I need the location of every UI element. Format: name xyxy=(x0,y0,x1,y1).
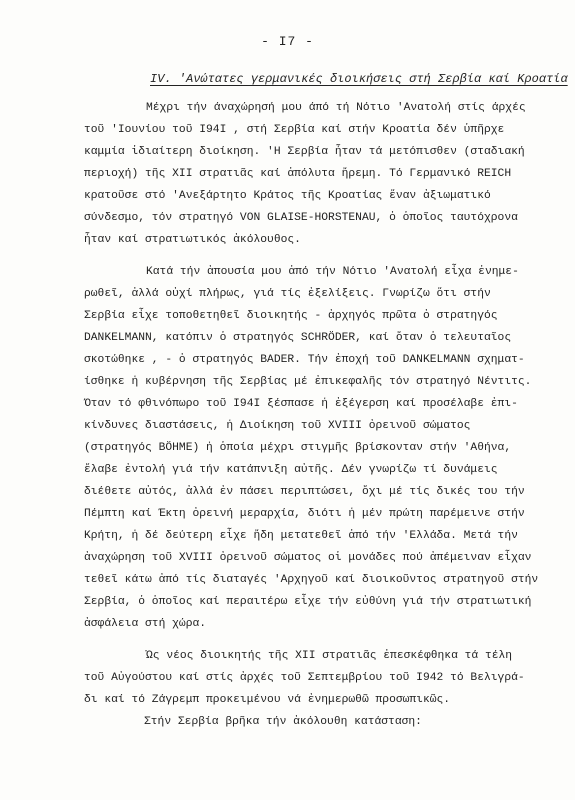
section-heading: IV. 'Ανώτατες γερμανικές διοικήσεις στή Σερβία καί Κροατία xyxy=(150,72,568,86)
text-line: ρωθεῖ, ἀλλά οὐχί πλήρως, γιά τίς ἐξελίξεις. Γνωρίζω ὅτι στήν xyxy=(84,288,491,300)
text-line: διέθετε αὐτός, ἀλλά ἐν πάσει περιπτώσει, ὄχι μέ τίς δικές του τήν xyxy=(84,486,525,498)
text-line: ἀναχώρηση τοῦ XVIII ὀρεινοῦ σώματος οἱ μονάδες πού ἀπέμειναν εἶχαν xyxy=(84,552,532,564)
text-line: σκοτώθηκε , - ὁ στρατηγός BADER. Τήν ἐποχή τοῦ DANKELMANN σχηματ- xyxy=(84,354,525,366)
text-line: Στήν Σερβία βρῆκα τήν ἀκόλουθη κατάσταση: xyxy=(144,716,422,728)
text-line: Μέχρι τήν άναχώρησή μου άπό τή Νότιο 'Ανατολή στίς άρχές xyxy=(146,102,526,114)
text-line: τοῦ Αὐγούστου καί στίς ἀρχές τοῦ Σεπτεμβρίου τοῦ I942 τό Βελιγρά- xyxy=(84,672,525,684)
text-line: τοῦ 'Ιουνίου τοῦ I94I , στή Σερβία καί στήν Κροατία δέν ὑπῆρχε xyxy=(84,124,505,136)
text-line: Ὡς νέος διοικητής τῆς XII στρατιᾶς ἐπεσκέφθηκα τά τέλη xyxy=(146,650,513,662)
text-line: ἀσφάλεια στή χώρα. xyxy=(84,618,207,630)
text-line: Κρήτη, ἡ δέ δεύτερη εἶχε ἤδη μετατεθεῖ ἀπό τήν 'Ελλάδα. Μετά τήν xyxy=(84,530,518,542)
text-line: Όταν τό φθινόπωρο τοῦ I94I ξέσπασε ἡ ἐξέγερση καί προσέλαβε ἐπι- xyxy=(84,398,518,410)
text-line: δι καί τό Ζάγρεμπ προκειμένου νά ἐνημερωθῶ προσωπικῶς. xyxy=(84,694,451,706)
text-line: Πέμπτη καί Έκτη ὀρεινή μεραρχία, διότι ἡ μέν πρώτη παρέμεινε στήν xyxy=(84,508,525,520)
text-line: κρατοῦσε στό 'Ανεξάρτητο Κράτος τῆς Κροατίας ἕναν ἀξιωματικό xyxy=(84,190,491,202)
text-line: περιοχή) τῆς XII στρατιᾶς καί ἀπόλυτα ἤρεμη. Τό Γερμανικό REICH xyxy=(84,168,512,180)
page-number: - I7 - xyxy=(261,34,314,49)
text-line: Κατά τήν ἀπουσία μου ἀπό τήν Νότιο 'Ανατολή εἶχα ἐνημε- xyxy=(146,266,519,278)
text-line: Σερβία, ὁ ὁποῖος καί περαιτέρω εἶχε τήν εὐθύνη γιά τήν στρατιωτική xyxy=(84,596,532,608)
text-line: σύνδεσμο, τόν στρατηγό VON GLAISE-HORSTENAU, ὁ ὁποῖος ταυτόχρονα xyxy=(84,212,518,224)
paragraph-gap xyxy=(84,251,569,261)
paragraph-gap xyxy=(84,635,569,645)
text-line: ἦταν καί στρατιωτικός ἀκόλουθος. xyxy=(84,234,301,246)
text-line: DANKELMANN, κατόπιν ὁ στρατηγός SCHRÖDER, καί ὅταν ὁ τελευταῖος xyxy=(84,332,512,344)
text-line: (στρατηγός BÖHME) ἡ ὁποία μέχρι στιγμῆς βρίσκονταν στήν 'Αθήνα, xyxy=(84,442,512,454)
text-line: καμμία ἰδιαίτερη διοίκηση. 'Η Σερβία ἦταν τά μετόπισθεν (σταδιακή xyxy=(84,146,525,158)
body-text xyxy=(84,97,569,733)
text-line: ίσθηκε ἡ κυβέρνηση τῆς Σερβίας μέ ἐπικεφαλῆς τόν στρατηγό Νέντιτς. xyxy=(84,376,532,388)
text-line: Σερβία εἶχε τοποθετηθεῖ διοικητής - ἀρχηγός πρῶτα ὁ στρατηγός xyxy=(84,310,498,322)
text-line: ἔλαβε ἐντολή γιά τήν κατάπνιξη αὐτῆς. Δέν γνωρίζω τί δυνάμεις xyxy=(84,464,498,476)
text-line: τεθεῖ κάτω ἀπό τίς διαταγές 'Αρχηγοῦ καί διοικοῦντος στρατηγοῦ στήν xyxy=(84,574,539,586)
text-line: κίνδυνες διαστάσεις, ἡ Διοίκηση τοῦ XVIII ὀρεινοῦ σώματος xyxy=(84,420,471,432)
